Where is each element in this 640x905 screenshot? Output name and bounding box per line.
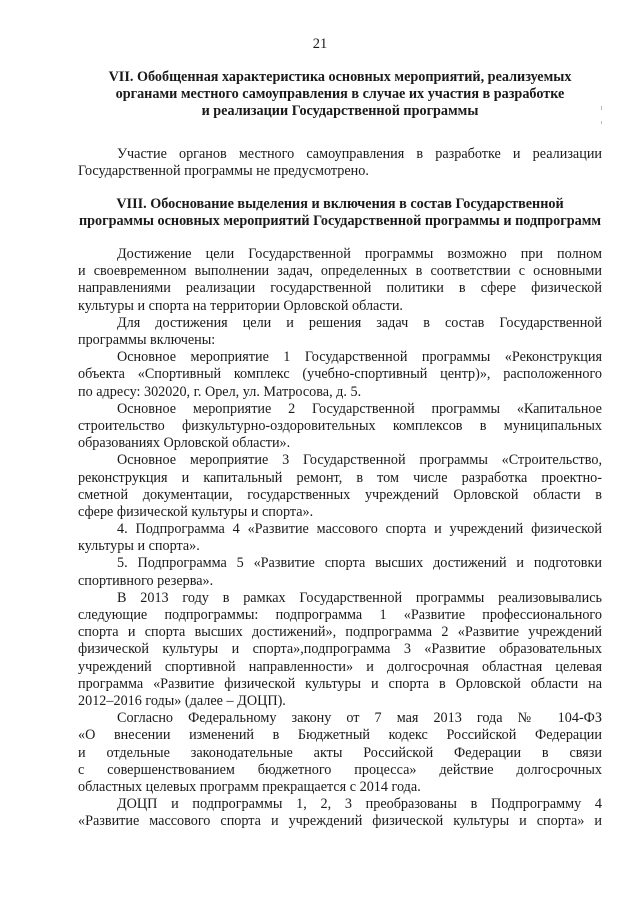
text-line: «Развитие массового спорта и учреждений физической культуры и спорта» и [78,813,602,830]
section-viii-text [78,246,602,831]
scan-mark [601,106,602,110]
text-line: В 2013 году в рамках Государственной программы реализовывались [117,589,602,606]
text-line: следующие подпрограммы: подпрограмма 1 «Развитие профессионального [78,607,602,624]
text-line: программа «Развитие физической культуры и спорта в Орловской области на [78,675,602,692]
text-line: Участие органов местного самоуправления в разработке и реализации [117,146,602,162]
text-line: 2012–2016 годы» (далее – ДОЦП). [78,692,286,709]
text-line: Государственной программы не предусмотрено. [78,163,369,180]
text-line: направлениями реализации государственной политики в сфере физической [78,280,602,297]
section-viii-heading [78,196,602,230]
heading-line: VIII. Обоснование выделения и включения в состав Государственной [116,196,564,212]
text-line: Согласно Федеральному закону от 7 мая 2013 года № 104-ФЗ [117,710,602,727]
text-line: ДОЦП и подпрограммы 1, 2, 3 преобразованы в Подпрограмму 4 [117,796,602,813]
section-vii-text [78,146,602,180]
text-line: Основное мероприятие 1 Государственной программы «Реконструкция [117,349,602,366]
text-line: «О внесении изменений в Бюджетный кодекс Российской Федерации [78,727,602,744]
text-line: строительство физкультурно-оздоровительных комплексов в муниципальных [78,417,602,434]
heading-line: и реализации Государственной программы [201,103,479,120]
text-line: 5. Подпрограмма 5 «Развитие спорта высших достижений и подготовки [117,555,602,572]
heading-line: органами местного самоуправления в случае их участия в разработке [115,86,565,103]
text-line: и отдельные законодательные акты Российской Федерации в связи [78,744,602,761]
text-line: Для достижения цели и решения задач в состав Государственной [117,314,602,331]
page-number: 21 [312,36,328,52]
text-line: 4. Подпрограмма 4 «Развитие массового спорта и учреждений физической [117,521,602,538]
text-line: областных целевых программ прекращается с 2014 года. [78,778,421,795]
text-line: реконструкция и капитальный ремонт, в том числе разработка проектно- [78,469,602,486]
text-line: Основное мероприятие 2 Государственной программы «Капитальное [117,400,602,417]
text-line: сметной документации, государственных учреждений Орловской области в [78,486,602,503]
text-line: с совершенствованием бюджетного процесса» действие долгосрочных [78,761,602,778]
heading-line: VII. Обобщенная характеристика основных мероприятий, реализуемых [108,69,572,85]
text-line: сфере физической культуры и спорта». [78,503,314,520]
text-line: учреждений спортивной направленности» и долгосрочная областная целевая [78,658,602,675]
text-line: и своевременном выполнении задач, определенных в соответствии с основными [78,263,602,280]
section-vii-heading [78,69,602,121]
text-line: по адресу: 302020, г. Орел, ул. Матросова, д. 5. [78,383,362,400]
text-line: спортивного резерва». [78,572,214,589]
text-line: объекта «Спортивный комплекс (учебно-спортивный центр)», расположенного [78,366,602,383]
text-line: Основное мероприятие 3 Государственной программы «Строительство, [117,452,602,469]
heading-line: программы основных мероприятий Государственной программы и подпрограмм [78,213,602,230]
text-line: физической культуры и спорта»,подпрограмма 3 «Развитие образовательных [78,641,602,658]
text-line: программы включены: [78,331,216,348]
text-line: культуры и спорта». [78,538,200,555]
text-line: Достижение цели Государственной программы возможно при полном [117,246,602,262]
text-line: спорта и спорта высших достижений», подпрограмма 2 «Развитие учреждений [78,624,602,641]
scan-mark [601,121,602,124]
text-line: культуры и спорта на территории Орловской области. [78,297,403,314]
text-line: образованиях Орловской области». [78,435,291,452]
